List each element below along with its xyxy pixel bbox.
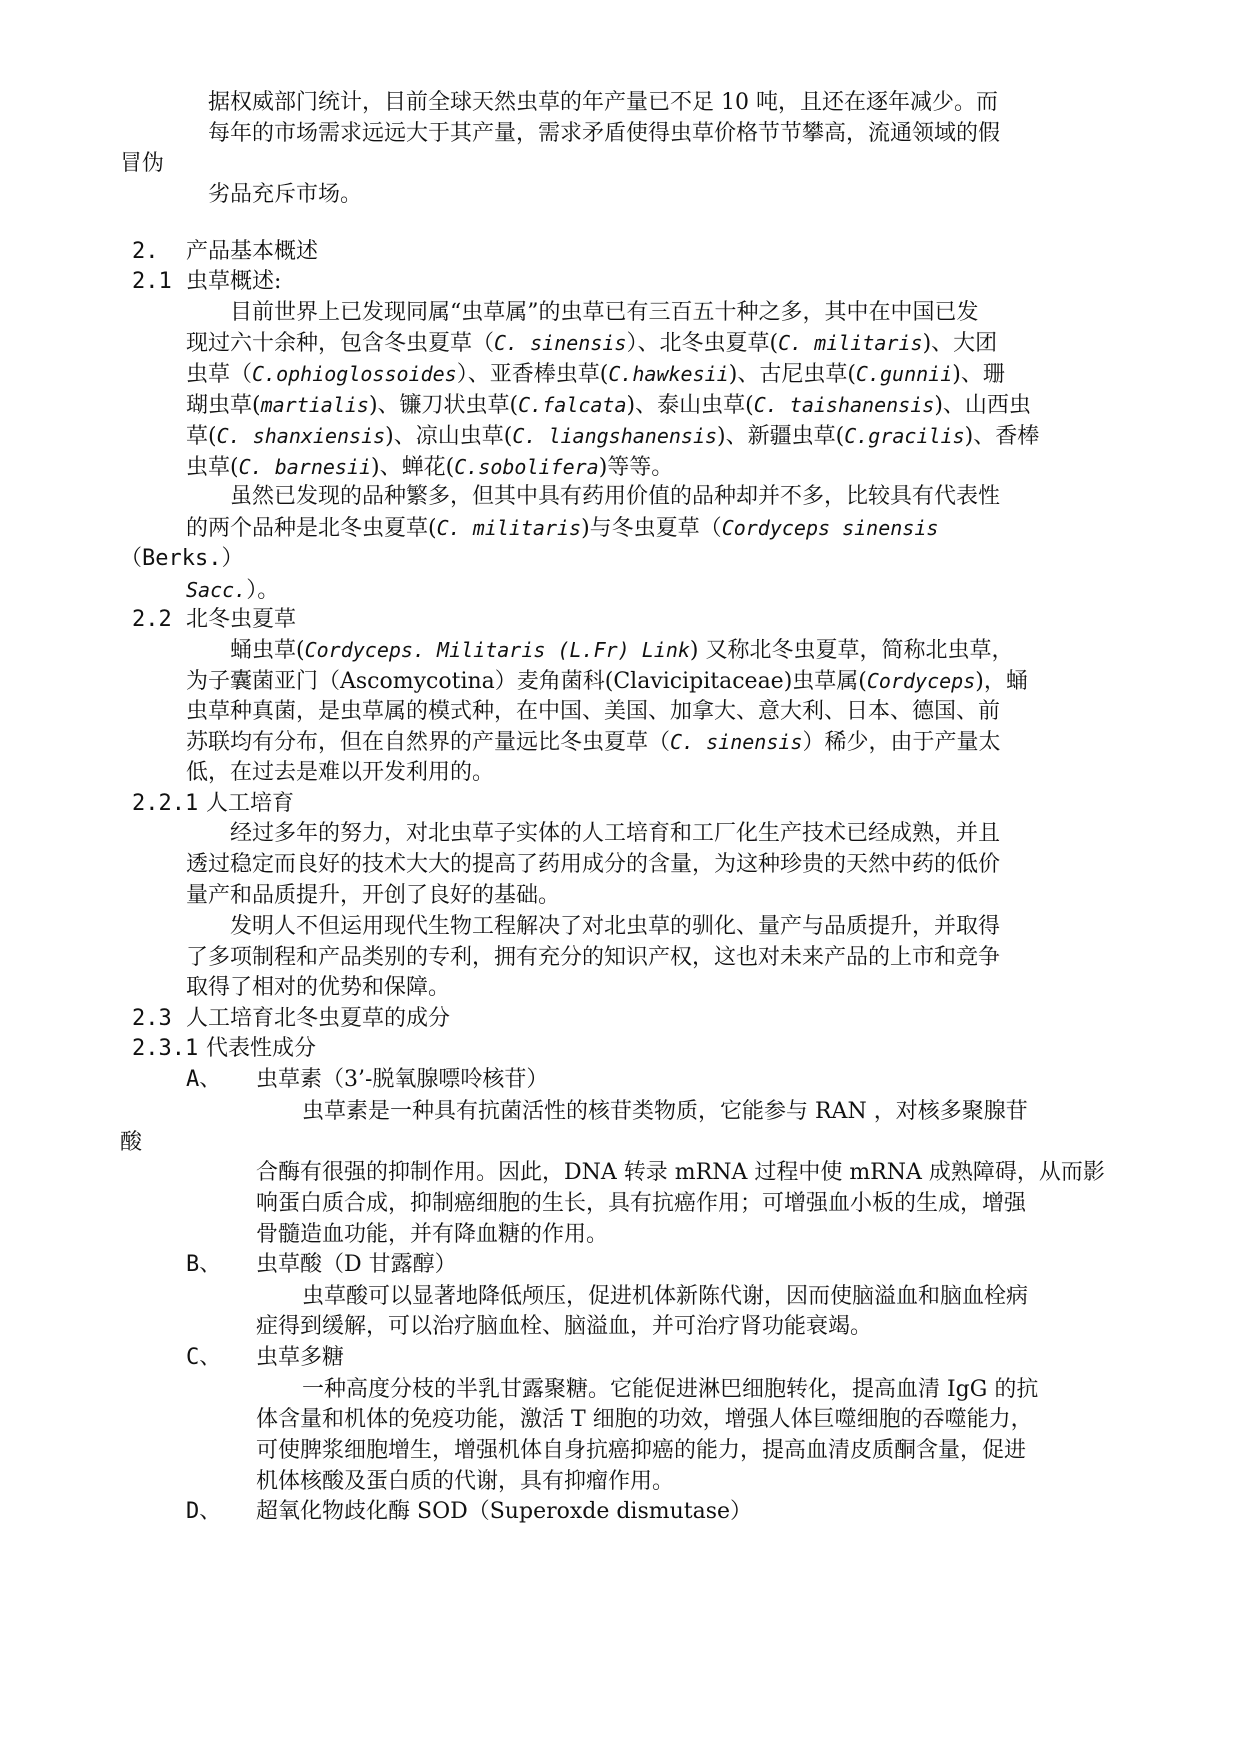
intro-line-1: 据权威部门统计，目前全球天然虫草的年产量已不足 10 吨，且还在逐年减少。而 — [208, 90, 998, 115]
section-2-number: 2. — [132, 239, 159, 264]
section-2-3-title: 人工培育北冬虫夏草的成分 — [186, 1006, 451, 1031]
item-a-label: A、 — [186, 1067, 222, 1092]
item-a-line5: 骨髓造血功能，并有降血糖的作用。 — [256, 1222, 609, 1247]
section-2-1-para1-line6: 虫草(C. barnesii)、蝉花(C.sobolifera)等等。 — [186, 455, 674, 480]
item-a-line3: 合酶有很强的抑制作用。因此，DNA 转录 mRNA 过程中使 mRNA 成熟障碍，从而影 — [256, 1160, 1105, 1185]
section-2-1-para2-line1: 虽然已发现的品种繁多，但其中具有药用价值的品种却并不多，比较具有代表性 — [230, 484, 1001, 509]
section-2-2-1-para1-line2: 透过稳定而良好的技术大大的提高了药用成分的含量，为这种珍贵的天然中药的低价 — [186, 852, 1001, 877]
section-2-1-para1-line1: 目前世界上已发现同属“虫草属”的虫草已有三百五十种之多，其中在中国已发 — [230, 300, 979, 325]
section-2-3-number: 2.3 — [132, 1006, 172, 1031]
section-2-1-title: 虫草概述: — [186, 269, 282, 294]
section-2-2-line3: 虫草种真菌，是虫草属的模式种，在中国、美国、加拿大、意大利、日本、德国、前 — [186, 699, 1001, 724]
item-b-label: B、 — [186, 1252, 222, 1277]
item-c-title: 虫草多糖 — [256, 1345, 345, 1370]
section-2-1-number: 2.1 — [132, 269, 172, 294]
section-2-1-para1-line3: 虫草（C.ophioglossoides）、亚香棒虫草(C.hawkesii)、古尼虫草(C.gunnii)、珊 — [186, 362, 1005, 387]
item-c-label: C、 — [186, 1345, 222, 1370]
section-2-3-1-number: 2.3.1 — [132, 1036, 199, 1061]
item-c-line3: 可使脾浆细胞增生，增强机体自身抗癌抑癌的能力，提高血清皮质酮含量，促进 — [256, 1438, 1027, 1463]
item-a-title: 虫草素（3’-脱氧腺嘌呤核苷） — [256, 1067, 549, 1092]
intro-line-3: 冒伪 — [120, 151, 165, 176]
section-2-2-1-para2-line1: 发明人不但运用现代生物工程解决了对北虫草的驯化、量产与品质提升，并取得 — [230, 914, 1001, 939]
intro-line-4: 劣品充斥市场。 — [208, 182, 363, 207]
section-2-2-line2: 为子囊菌亚门（Ascomycotina）麦角菌科(Clavicipitaceae)虫草属(Cordyceps)，蛹 — [186, 669, 1028, 694]
section-2-2-1-title: 人工培育 — [206, 791, 295, 816]
section-2-2-line5: 低，在过去是难以开发利用的。 — [186, 760, 495, 785]
section-2-title: 产品基本概述 — [186, 239, 319, 264]
item-b-line2: 症得到缓解，可以治疗脑血栓、脑溢血，并可治疗肾功能衰竭。 — [256, 1314, 873, 1339]
section-2-2-number: 2.2 — [132, 607, 172, 632]
section-2-1-para1-line5: 草(C. shanxiensis)、凉山虫草(C. liangshanensis)、新疆虫草(C.gracilis)、香棒 — [186, 424, 1040, 449]
section-2-2-1-para2-line3: 取得了相对的优势和保障。 — [186, 975, 451, 1000]
item-b-title: 虫草酸（D 甘露醇） — [256, 1252, 457, 1277]
item-d-title: 超氧化物歧化酶 SOD（Superoxde dismutase） — [256, 1499, 753, 1524]
intro-line-2: 每年的市场需求远远大于其产量，需求矛盾使得虫草价格节节攀高，流通领域的假 — [208, 121, 1001, 146]
item-c-line2: 体含量和机体的免疫功能，激活 T 细胞的功效，增强人体巨噬细胞的吞噬能力， — [256, 1407, 1033, 1432]
item-a-line1: 虫草素是一种具有抗菌活性的核苷类物质，它能参与 RAN ，对核多聚腺苷 — [302, 1099, 1028, 1124]
section-2-1-para2-line2: 的两个品种是北冬虫夏草(C. militaris)与冬虫夏草（Cordyceps sinensis — [186, 516, 939, 541]
section-2-2-1-para2-line2: 了多项制程和产品类别的专利，拥有充分的知识产权，这也对未来产品的上市和竞争 — [186, 945, 1001, 970]
section-2-2-title: 北冬虫夏草 — [186, 607, 297, 632]
item-d-label: D、 — [186, 1499, 222, 1524]
item-c-line1: 一种高度分枝的半乳甘露聚糖。它能促进淋巴细胞转化，提高血清 IgG 的抗 — [302, 1377, 1039, 1402]
section-2-3-1-title: 代表性成分 — [206, 1036, 317, 1061]
section-2-2-line4: 苏联均有分布，但在自然界的产量远比冬虫夏草（C. sinensis）稀少，由于产量太 — [186, 730, 1001, 755]
section-2-2-1-number: 2.2.1 — [132, 791, 199, 816]
section-2-2-1-para1-line1: 经过多年的努力，对北虫草子实体的人工培育和工厂化生产技术已经成熟，并且 — [230, 821, 1001, 846]
section-2-1-para1-line4: 瑚虫草(martialis)、镰刀状虫草(C.falcata)、泰山虫草(C. taishanensis)、山西虫 — [186, 393, 1031, 418]
section-2-1-para1-line2: 现过六十余种，包含冬虫夏草（C. sinensis）、北冬虫夏草(C. militaris)、大团 — [186, 331, 998, 356]
section-2-1-para2-line4: Sacc.）。 — [186, 578, 280, 603]
section-2-2-1-para1-line3: 量产和品质提升，开创了良好的基础。 — [186, 883, 561, 908]
item-c-line4: 机体核酸及蛋白质的代谢，具有抑瘤作用。 — [256, 1469, 675, 1494]
item-a-line4: 响蛋白质合成，抑制癌细胞的生长，具有抗癌作用；可增强血小板的生成，增强 — [256, 1191, 1027, 1216]
section-2-2-line1: 蛹虫草(Cordyceps. Militaris (L.Fr) Link) 又称北冬虫夏草，简称北虫草， — [230, 638, 1014, 663]
item-b-line1: 虫草酸可以显著地降低颅压，促进机体新陈代谢，因而使脑溢血和脑血栓病 — [302, 1284, 1029, 1309]
section-2-1-para2-line3: （Berks.） — [120, 546, 244, 571]
item-a-line2: 酸 — [120, 1130, 143, 1155]
